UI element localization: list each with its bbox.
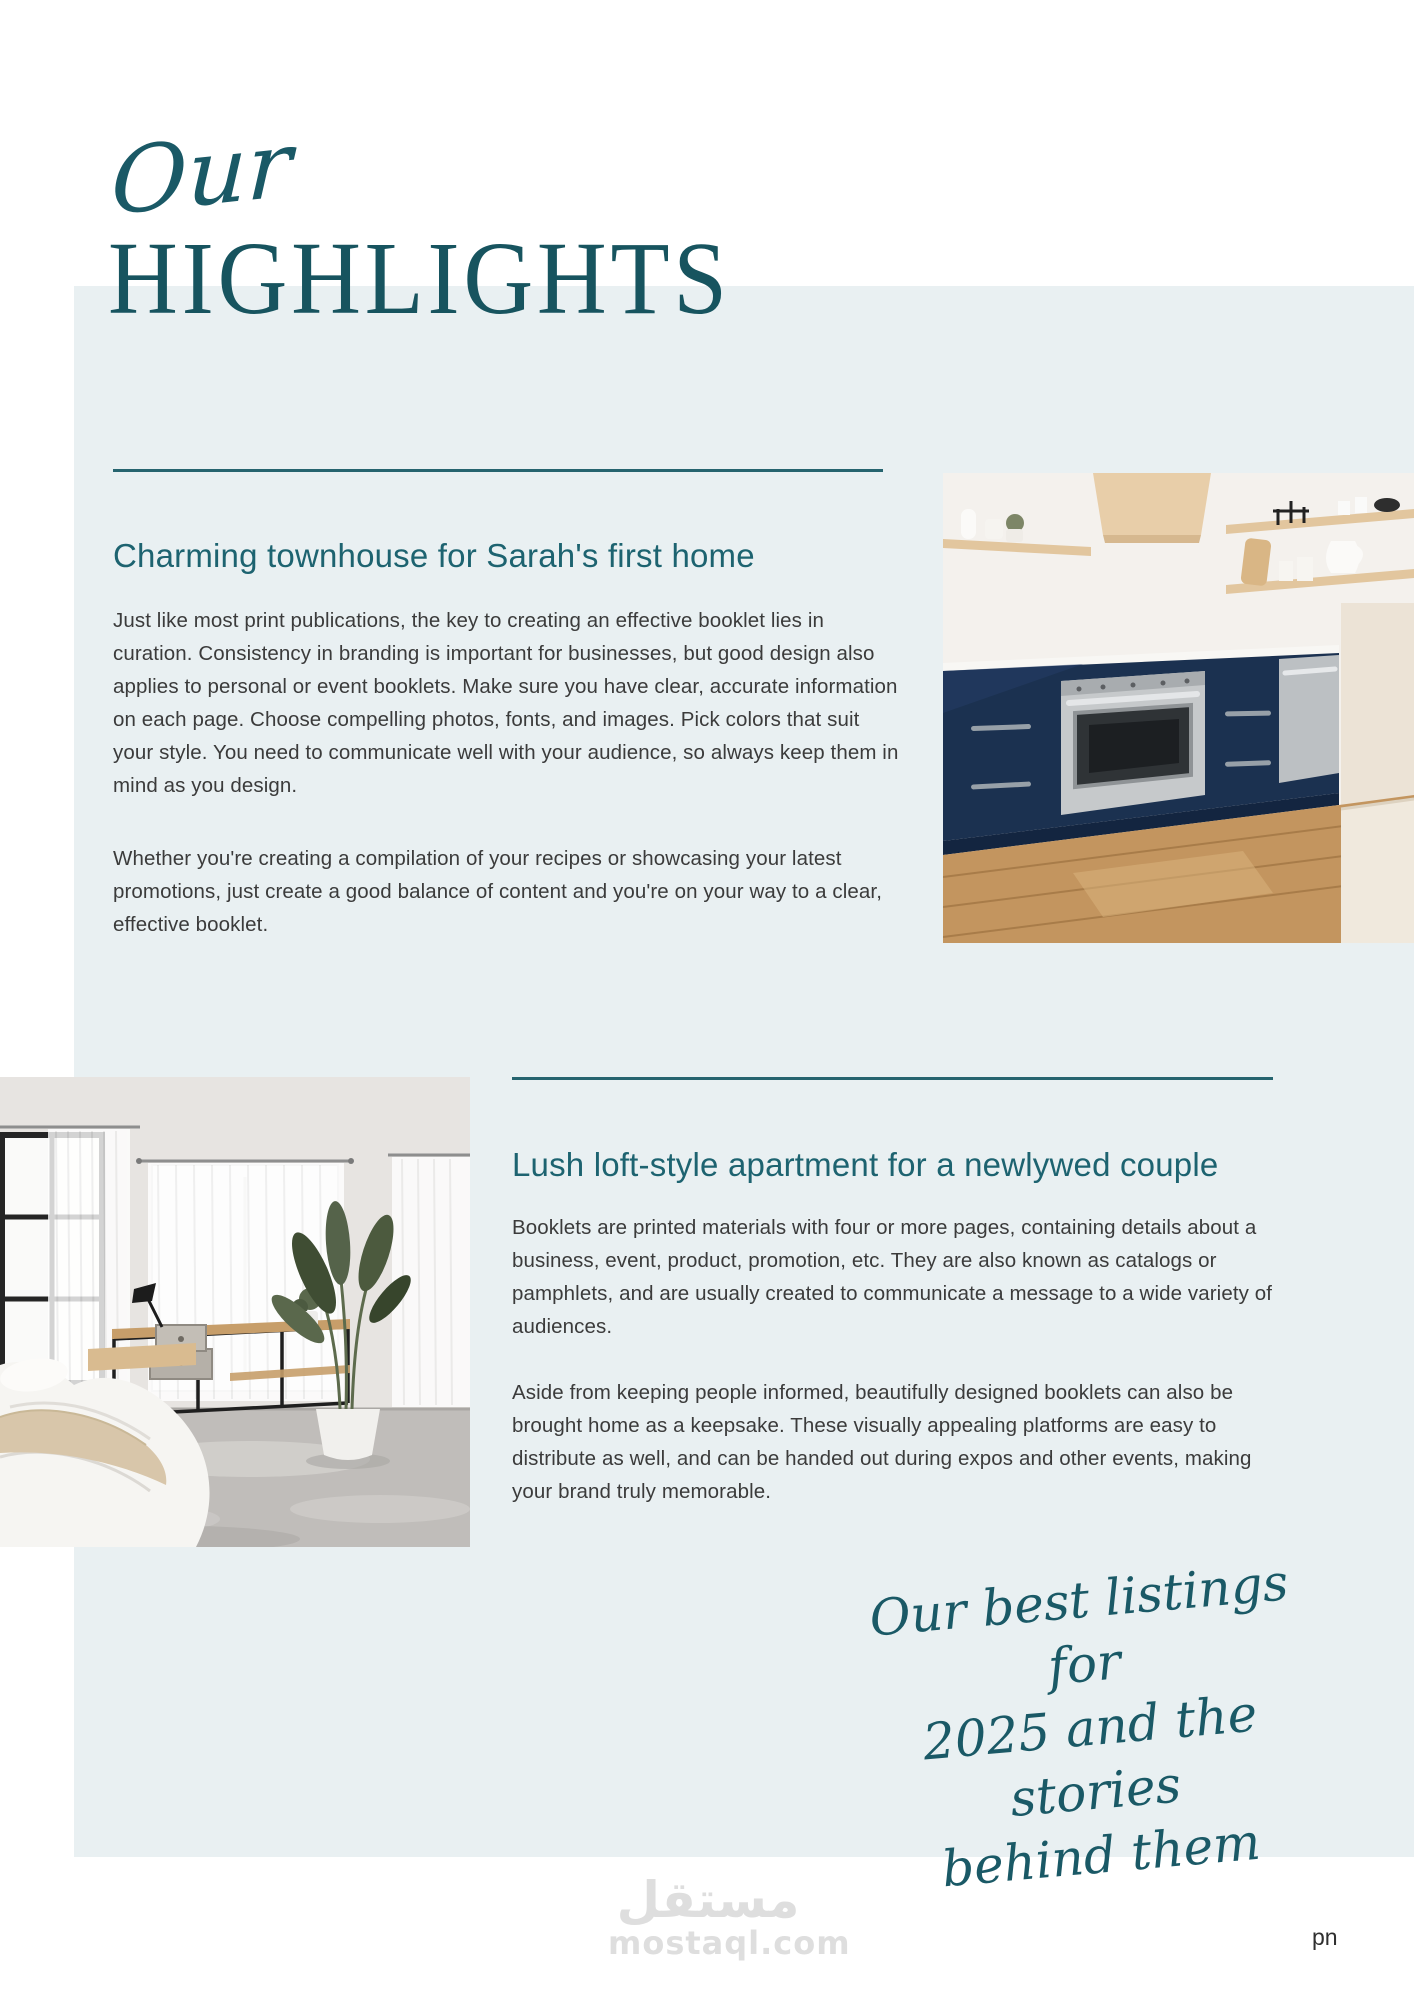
section-1-heading: Charming townhouse for Sarah's first home (113, 537, 755, 574)
handwritten-note-line-3: behind them (939, 1812, 1263, 1899)
section-1-divider (113, 469, 883, 472)
footer-initials: pn (1312, 1924, 1338, 1950)
range-hood (1093, 473, 1211, 535)
section-2-divider (512, 1077, 1273, 1080)
page-title: HIGHLIGHTS (108, 221, 731, 336)
kitchen-photo (943, 473, 1414, 943)
watermark-site-text: mostaql.com (608, 1923, 851, 1962)
bedroom-photo (0, 1077, 470, 1547)
watermark-arabic-logo: مستقل (616, 1871, 800, 1929)
section-1-paragraph-1: Just like most print publications, the key to creating an effective booklet lies in curation. Consistency in branding is important for businesses, but good design also applies to personal or event booklets. Make sure you have clear, accurate information on each page. Choose compelling photos, fonts, and images. Pick colors that suit your style. You need to communicate well with your audience, so always keep them in mind as you design. (113, 609, 899, 797)
handwritten-note-line-1: Our best listings for (867, 1553, 1291, 1697)
section-2-paragraph-1: Booklets are printed materials with four or more pages, containing details about a business, event, product, promotion, etc. They are also known as catalogs or pamphlets, and are usually created to communicate a message to a wide variety of audiences. (512, 1216, 1273, 1338)
section-2-heading: Lush loft-style apartment for a newlywed couple (512, 1146, 1219, 1183)
section-2-paragraph-2: Aside from keeping people informed, beautifully designed booklets can also be brought home as a keepsake. These visually appealing platforms are easy to distribute as well, and can be handed out during expos and other events, making your brand truly memorable. (512, 1381, 1252, 1503)
handwritten-note-line-2: 2025 and the stories (920, 1684, 1260, 1829)
watermark (608, 1871, 851, 1962)
handwritten-note (847, 1549, 1333, 1908)
eyebrow-script: Our (109, 110, 294, 237)
section-1-paragraph-2: Whether you're creating a compilation of your recipes or showcasing your latest promotions, just create a good balance of content and you're on your way to a clear, effective booklet. (113, 847, 883, 936)
